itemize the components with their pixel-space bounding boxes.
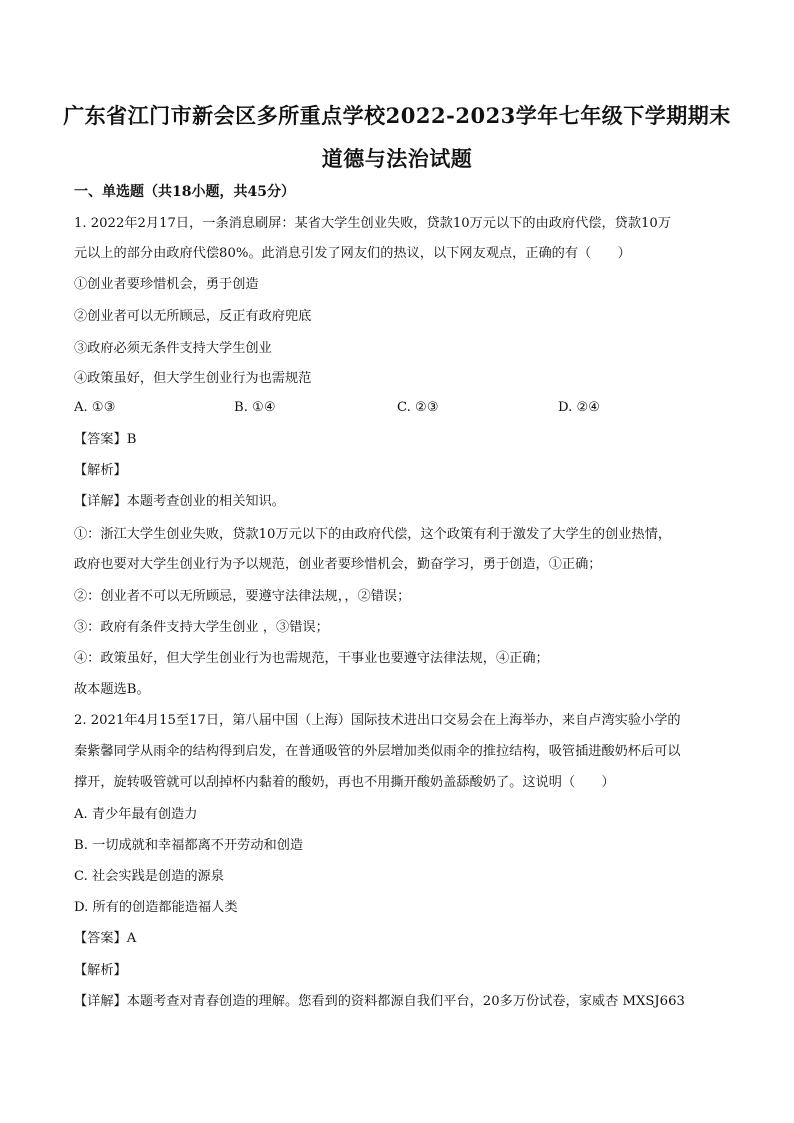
q1-explanation-4: ④：政策虽好，但大学生创业行为也需规范，干事业也要遵守法律法规，④正确； bbox=[74, 651, 549, 666]
q1-detail: 【详解】本题考查创业的相关知识。 bbox=[74, 494, 285, 509]
q1-item-2: ②创业者可以无所顾忌，反正有政府兜底 bbox=[74, 309, 312, 324]
q1-option-d: D. ②④ bbox=[558, 400, 601, 415]
q2-detail: 【详解】本题考查对青春创造的理解。您看到的资料都源自我们平台，20多万份试卷，家威杏 MXSJ663 bbox=[74, 994, 685, 1009]
q1-option-b: B. ①④ bbox=[234, 400, 276, 415]
q1-explanation-1b: 政府也要对大学生创业行为予以规范，创业者要珍惜机会，勤奋学习，勇于创造，①正确； bbox=[74, 557, 602, 572]
q2-option-b: B. 一切成就和幸福都离不开劳动和创造 bbox=[74, 838, 304, 853]
q1-item-1: ①创业者要珍惜机会，勇于创造 bbox=[74, 277, 259, 292]
q1-explanation-3: ③：政府有条件支持大学生创业 ，③错误； bbox=[74, 620, 329, 635]
q1-item-4: ④政策虽好，但大学生创业行为也需规范 bbox=[74, 371, 312, 386]
q1-option-a: A. ①③ bbox=[74, 400, 116, 415]
q2-option-a: A. 青少年最有创造力 bbox=[74, 807, 198, 822]
title-line-1: 广东省江门市新会区多所重点学校2022-2023学年七年级下学期期末 bbox=[63, 103, 731, 128]
q2-stem-line-3: 撑开，旋转吸管就可以刮掉杯内黏着的酸奶，再也不用撕开酸奶盖舔酸奶了。这说明（ ） bbox=[74, 775, 615, 790]
q2-stem-line-1: 2. 2021年4月15至17日，第八届中国（上海）国际技术进出口交易会在上海举办，来自卢湾实验小学的 bbox=[74, 713, 681, 728]
title-line-2: 道德与法治试题 bbox=[321, 146, 473, 171]
q2-stem-line-2: 秦紫馨同学从雨伞的结构得到启发，在普通吸管的外层增加类似雨伞的推拉结构，吸管插进酸奶杯后可以 bbox=[74, 744, 681, 759]
q1-stem-line-2: 元以上的部分由政府代偿80%。此消息引发了网友们的热议，以下网友观点，正确的有（ ） bbox=[74, 246, 631, 261]
q1-option-c: C. ②③ bbox=[397, 400, 439, 415]
q1-stem-line-1: 1. 2022年2月17日，一条消息刷屏：某省大学生创业失败，贷款10万元以下的由政府代偿，贷款10万 bbox=[74, 216, 672, 231]
q1-conclusion: 故本题选B。 bbox=[74, 682, 150, 697]
q2-analysis-label: 【解析】 bbox=[74, 963, 127, 978]
q1-explanation-2: ②：创业者不可以无所顾忌，要遵守法律法规，，②错误； bbox=[74, 589, 411, 604]
q1-analysis-label: 【解析】 bbox=[74, 463, 127, 478]
q1-answer: 【答案】B bbox=[74, 432, 137, 447]
q1-item-3: ③政府必须无条件支持大学生创业 bbox=[74, 341, 272, 356]
q2-option-d: D. 所有的创造都能造福人类 bbox=[74, 900, 238, 915]
q2-answer: 【答案】A bbox=[74, 931, 137, 946]
q1-explanation-1a: ①：浙江大学生创业失败，贷款10万元以下的由政府代偿，这个政策有利于激发了大学生的创业热情， bbox=[74, 527, 672, 542]
q2-option-c: C. 社会实践是创造的源泉 bbox=[74, 869, 224, 884]
section-heading: 一、单选题（共18小题，共45分） bbox=[74, 184, 295, 200]
